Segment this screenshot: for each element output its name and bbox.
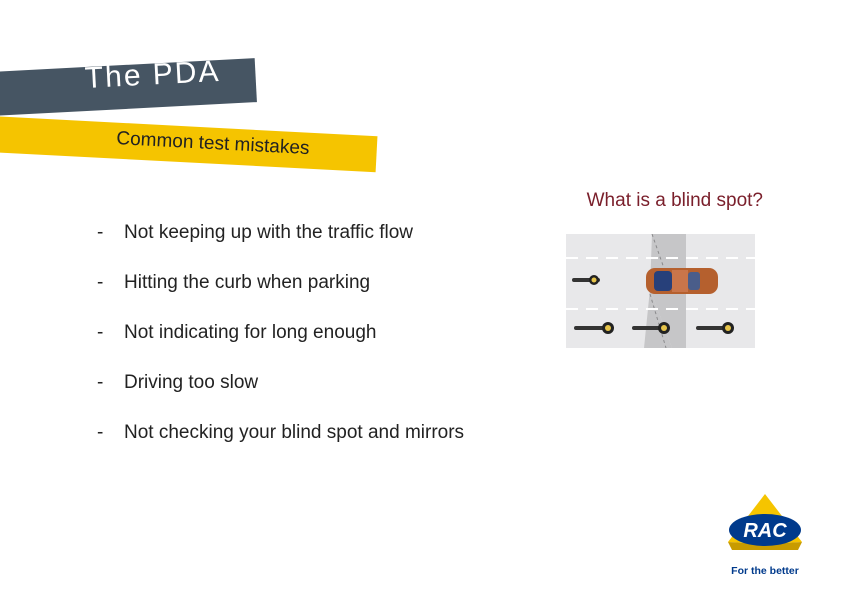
blind-spot-question: What is a blind spot? — [586, 190, 763, 211]
bullet-dash: - — [97, 322, 104, 343]
car-icon — [646, 268, 718, 294]
rac-logo — [720, 490, 810, 580]
blind-spot-diagram — [566, 234, 755, 348]
list-item-text: Not indicating for long enough — [124, 322, 377, 343]
list-item — [97, 271, 464, 321]
page-subtitle: Common test mistakes — [115, 128, 310, 160]
road-illustration — [566, 234, 755, 348]
list-item-text: Hitting the curb when parking — [124, 272, 371, 293]
list-item-text: Driving too slow — [124, 372, 259, 393]
list-item — [97, 371, 464, 421]
bullet-dash: - — [97, 272, 104, 293]
logo-wordmark: RAC — [743, 520, 787, 542]
list-item — [97, 221, 464, 271]
bullet-dash: - — [97, 422, 104, 443]
list-item — [97, 421, 464, 471]
bullet-dash: - — [97, 222, 104, 243]
list-item-text: Not checking your blind spot and mirrors — [124, 422, 465, 443]
bullet-dash: - — [97, 372, 104, 393]
logo-tagline: For the better — [731, 565, 799, 577]
mistakes-list — [97, 221, 464, 471]
list-item-text: Not keeping up with the traffic flow — [124, 222, 414, 243]
list-item — [97, 321, 464, 371]
page-title: The PDA — [84, 54, 222, 95]
